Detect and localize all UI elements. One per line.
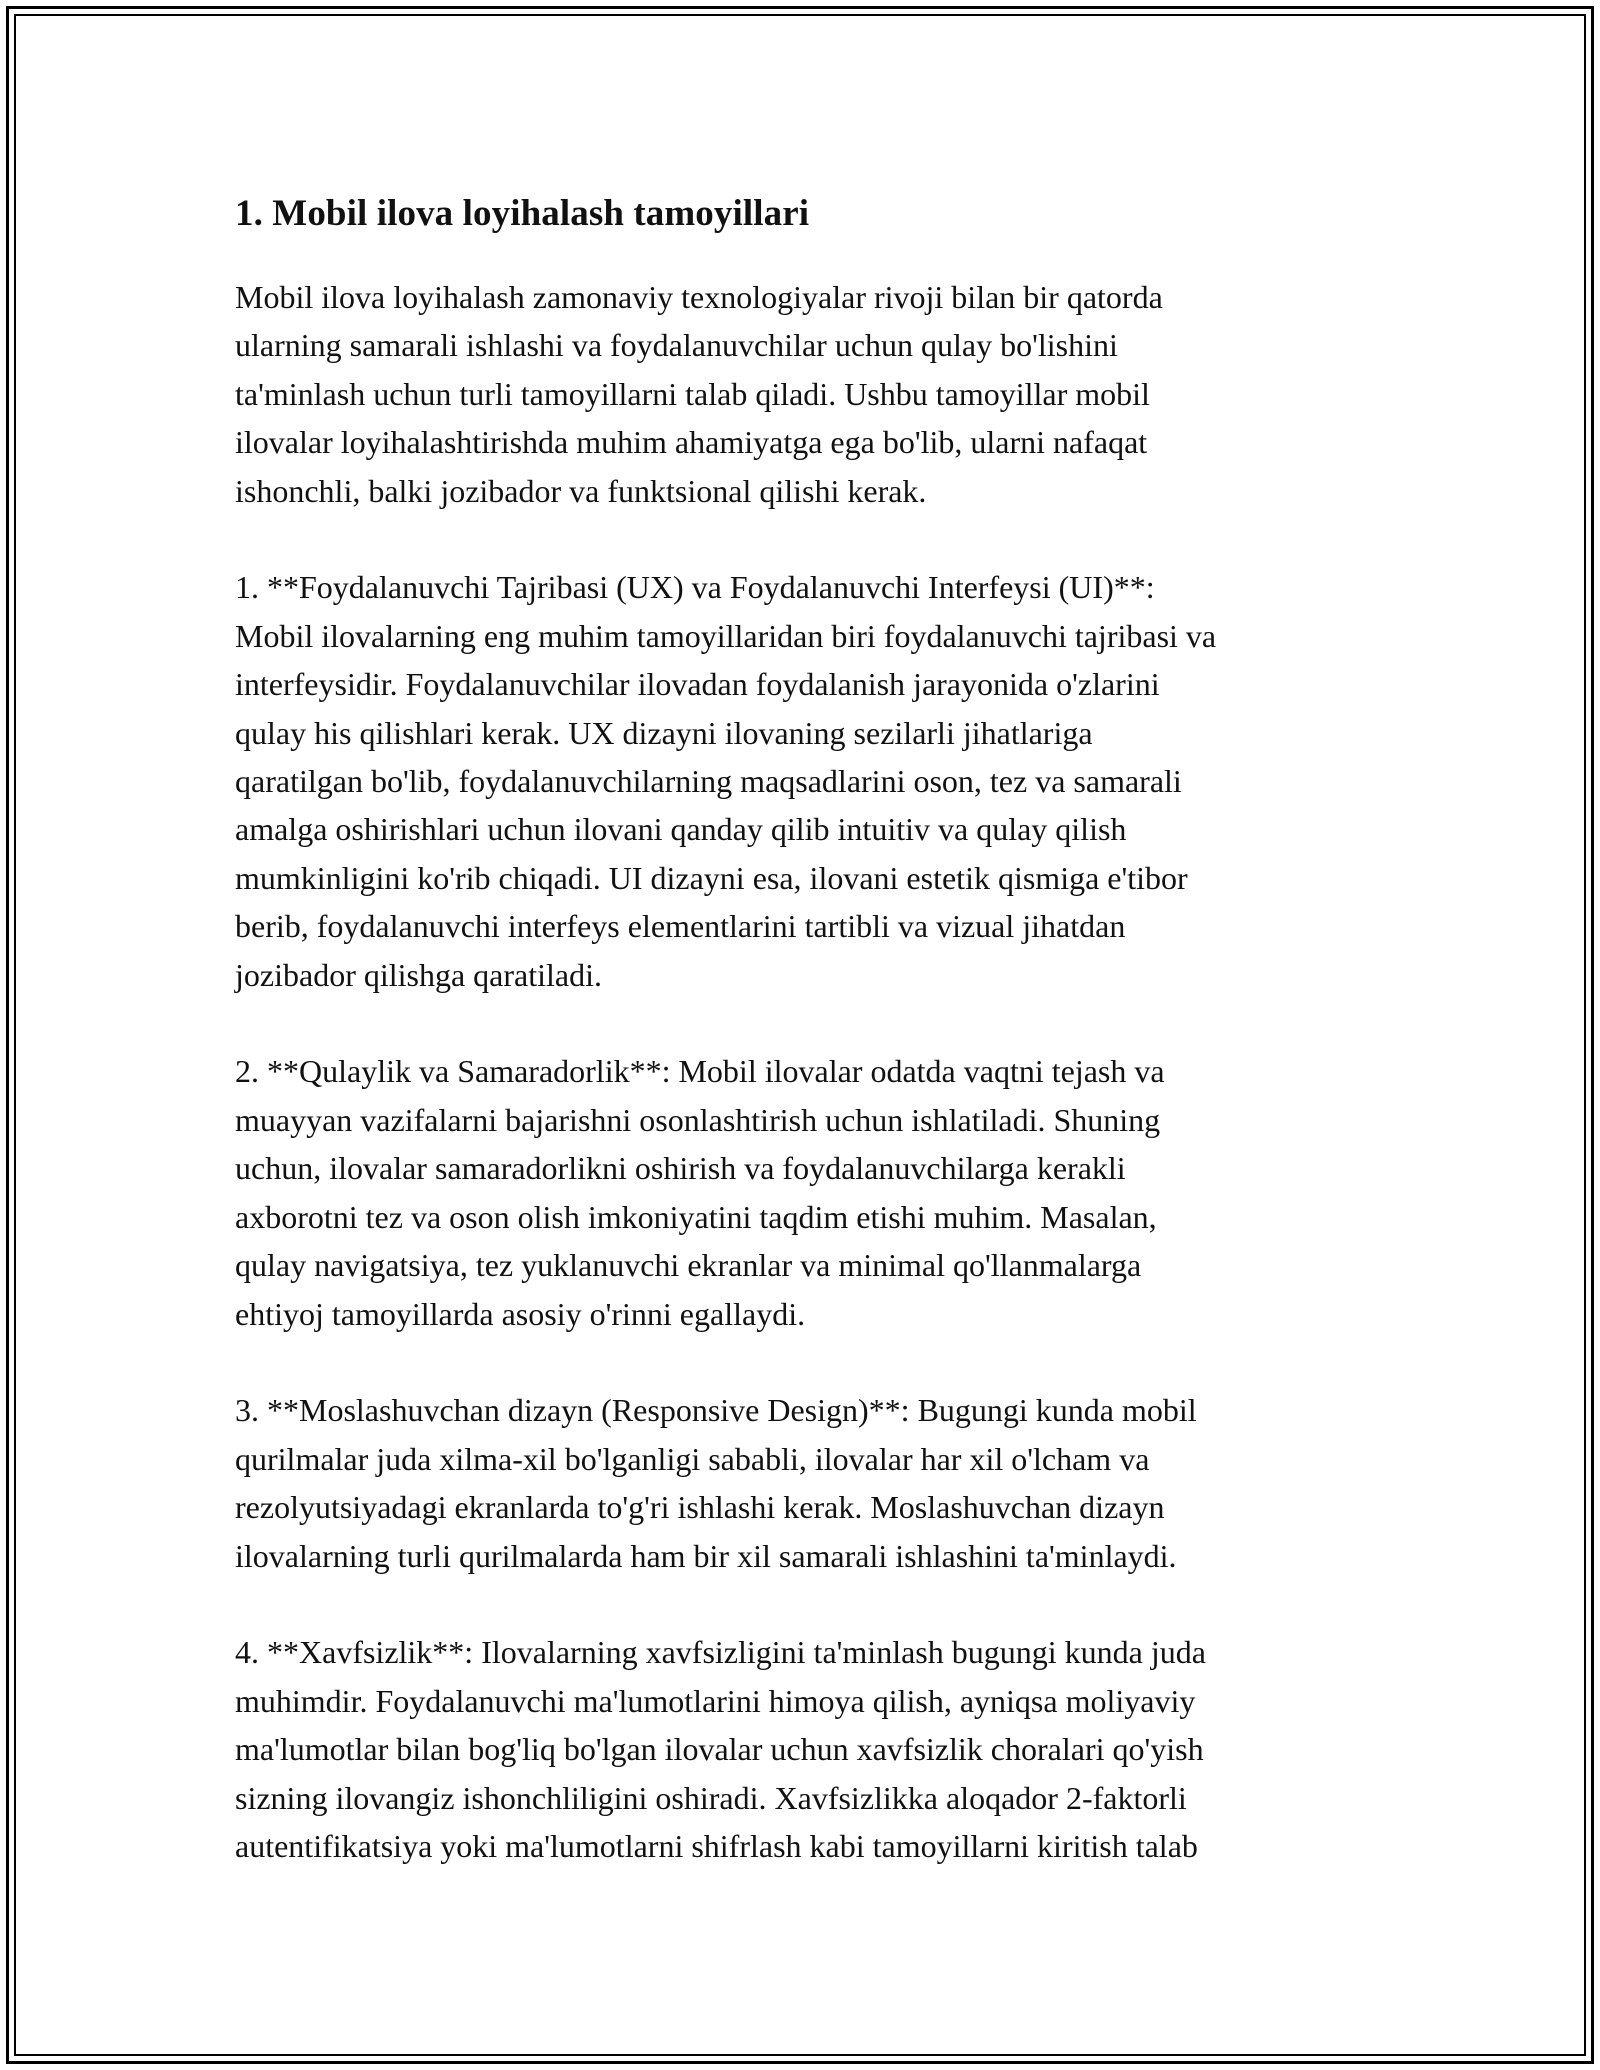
principle-responsive-paragraph: 3. **Moslashuvchan dizayn (Responsive Design)**: Bugungi kunda mobil qurilmalar juda xilma-xil bo'lganligi sababli, ilovalar har xil o'lcham va rezolyutsiyadagi ekranlarda to'g'ri ishlashi kerak. Moslashuvchan dizayn ilovalarning turli qurilmalarda ham bir xil samarali ishlashini ta'minlaydi. [235,1392,1197,1574]
principle-ux-ui-paragraph: 1. **Foydalanuvchi Tajribasi (UX) va Foydalanuvchi Interfeysi (UI)**: Mobil ilovalarning eng muhim tamoyillaridan biri foydalanuvchi tajribasi va interfeysidir. Foydalanuvchilar ilovadan foydalanish jarayonida o'zlarini qulay his qilishlari kerak. UX dizayni ilovaning sezilarli jihatlariga qaratilgan bo'lib, foydalanuvchilarning maqsadlarini oson, tez va samarali amalga oshirishlari uchun ilovani qanday qilib intuitiv va qulay qilish mumkinligini ko'rib chiqadi. UI dizayni esa, ilovani estetik qismiga e'tibor berib, foydalanuvchi interfeys elementlarini tartibli va vizual jihatdan jozibador qilishga qaratiladi. [235,569,1217,993]
document-body [235,183,1375,1870]
intro-paragraph: Mobil ilova loyihalash zamonaviy texnologiyalar rivoji bilan bir qatorda ularning samarali ishlashi va foydalanuvchilar uchun qulay bo'lishini ta'minlash uchun turli tamoyillarni talab qiladi. Ushbu tamoyillar mobil ilovalar loyihalashtirishda muhim ahamiyatga ega bo'lib, ularni nafaqat ishonchli, balki jozibador va funktsional qilishi kerak. [235,279,1163,509]
principle-security-paragraph: 4. **Xavfsizlik**: Ilovalarning xavfsizligini ta'minlash bugungi kunda juda muhimdir. Foydalanuvchi ma'lumotlarini himoya qilish, ayniqsa moliyaviy ma'lumotlar bilan bog'liq bo'lgan ilovalar uchun xavfsizlik choralari qo'yish sizning ilovangiz ishonchliligini oshiradi. Xavfsizlikka aloqador 2-faktorli autentifikatsiya yoki ma'lumotlarni shifrlash kabi tamoyillarni kiritish talab [235,1634,1206,1864]
section-heading: 1. Mobil ilova loyihalash tamoyillari [235,193,810,234]
principle-usability-paragraph: 2. **Qulaylik va Samaradorlik**: Mobil ilovalar odatda vaqtni tejash va muayyan vazifalarni bajarishni osonlashtirish uchun ishlatiladi. Shuning uchun, ilovalar samaradorlikni oshirish va foydalanuvchilarga kerakli axborotni tez va oson olish imkoniyatini taqdim etishi muhim. Masalan, qulay navigatsiya, tez yuklanuvchi ekranlar va minimal qo'llanmalarga ehtiyoj tamoyillarda asosiy o'rinni egallaydi. [235,1053,1165,1332]
